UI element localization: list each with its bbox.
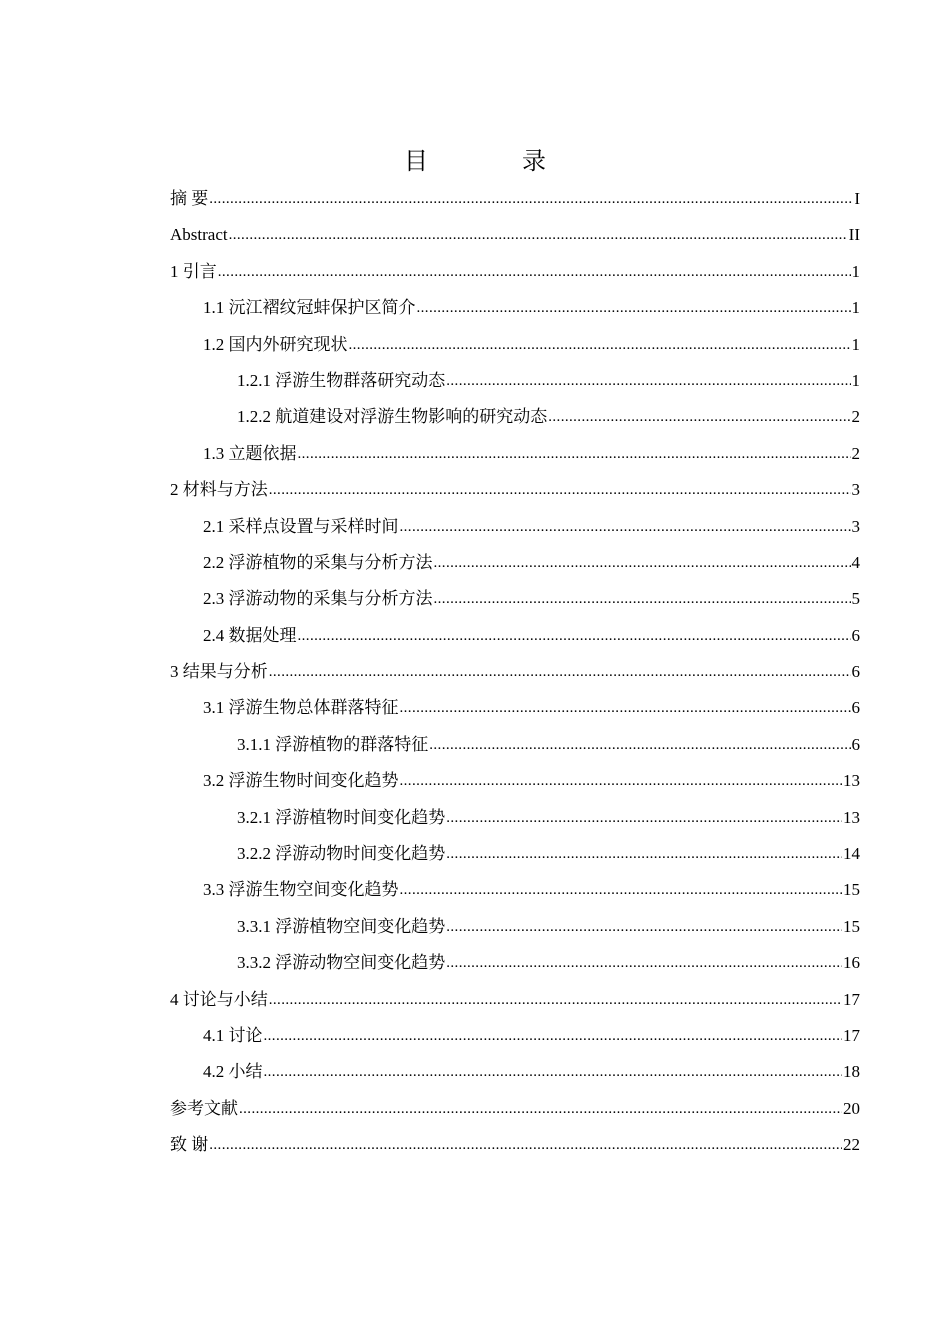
toc-entry[interactable] — [170, 586, 860, 622]
toc-entry-page-number: 13 — [843, 807, 860, 827]
toc-entry[interactable] — [170, 659, 860, 695]
toc-entry[interactable] — [170, 623, 860, 659]
toc-entry[interactable] — [170, 1023, 860, 1059]
dot-leader — [298, 440, 851, 467]
toc-entry[interactable] — [170, 1059, 860, 1095]
toc-entry-title: 2 材料与方法 — [170, 480, 268, 500]
toc-entry[interactable] — [170, 186, 860, 222]
toc-entry-title: 2.1 采样点设置与采样时间 — [203, 516, 399, 536]
toc-entry-title: 3.3.2 浮游动物空间变化趋势 — [237, 953, 446, 973]
toc-entry[interactable] — [170, 914, 860, 950]
toc-entry-page-number: 1 — [851, 334, 860, 354]
toc-entry[interactable] — [170, 950, 860, 986]
toc-entry[interactable] — [170, 404, 860, 440]
toc-entry-page-number: 1 — [851, 370, 860, 390]
toc-entry[interactable] — [170, 259, 860, 295]
toc-entry[interactable] — [170, 877, 860, 913]
toc-entry[interactable] — [170, 368, 860, 404]
toc-entry-page-number: 2 — [851, 407, 860, 427]
toc-entry-title: 1.2 国内外研究现状 — [203, 334, 348, 354]
toc-entry-title: 1.2.2 航道建设对浮游生物影响的研究动态 — [237, 407, 548, 427]
toc-entry-page-number: 3 — [851, 480, 860, 500]
toc-entry-page-number: 6 — [851, 625, 860, 645]
toc-entry-title: 3.2.1 浮游植物时间变化趋势 — [237, 807, 446, 827]
dot-leader — [400, 767, 843, 794]
toc-entry-page-number: 6 — [851, 698, 860, 718]
table-of-contents — [170, 186, 860, 1169]
dot-leader — [209, 1131, 842, 1158]
toc-entry-page-number: 6 — [851, 662, 860, 682]
dot-leader — [417, 294, 851, 321]
dot-leader — [400, 876, 843, 903]
toc-entry-title: 3 结果与分析 — [170, 662, 268, 682]
toc-entry-page-number: 4 — [851, 552, 860, 572]
toc-entry-page-number: 15 — [843, 880, 860, 900]
dot-leader — [239, 1095, 842, 1122]
page-title: 目 录 — [404, 149, 590, 175]
toc-entry-title: 2.4 数据处理 — [203, 625, 297, 645]
dot-leader — [446, 840, 842, 867]
dot-leader — [548, 403, 850, 430]
toc-entry[interactable] — [170, 987, 860, 1023]
toc-entry[interactable] — [170, 514, 860, 550]
toc-entry[interactable] — [170, 477, 860, 513]
toc-entry[interactable] — [170, 841, 860, 877]
toc-entry-title: 1.1 沅江褶纹冠蚌保护区简介 — [203, 298, 416, 318]
toc-entry[interactable] — [170, 768, 860, 804]
toc-entry-page-number: II — [848, 225, 860, 245]
toc-entry-title: 3.1 浮游生物总体群落特征 — [203, 698, 399, 718]
toc-entry-title: 3.3 浮游生物空间变化趋势 — [203, 880, 399, 900]
toc-entry-page-number: 13 — [843, 771, 860, 791]
toc-entry-page-number: 2 — [851, 443, 860, 463]
toc-entry-title: 3.2 浮游生物时间变化趋势 — [203, 771, 399, 791]
toc-entry-title: 4.2 小结 — [203, 1062, 263, 1082]
toc-entry-title: 2.2 浮游植物的采集与分析方法 — [203, 552, 433, 572]
toc-entry-title: 2.3 浮游动物的采集与分析方法 — [203, 589, 433, 609]
toc-entry[interactable] — [170, 805, 860, 841]
toc-entry[interactable] — [170, 695, 860, 731]
dot-leader — [446, 949, 842, 976]
toc-entry-page-number: 5 — [851, 589, 860, 609]
toc-entry-title: 4 讨论与小结 — [170, 989, 268, 1009]
toc-entry-title: 1.3 立题依据 — [203, 443, 297, 463]
dot-leader — [269, 986, 842, 1013]
dot-leader — [264, 1022, 843, 1049]
toc-entry-title: 1.2.1 浮游生物群落研究动态 — [237, 370, 446, 390]
dot-leader — [434, 585, 851, 612]
toc-entry-page-number: 15 — [843, 916, 860, 936]
toc-entry[interactable] — [170, 332, 860, 368]
dot-leader — [349, 331, 851, 358]
toc-entry[interactable] — [170, 1132, 860, 1168]
dot-leader — [229, 221, 848, 248]
toc-entry-page-number: 18 — [843, 1062, 860, 1082]
dot-leader — [269, 658, 851, 685]
dot-leader — [209, 185, 853, 212]
toc-entry-title: 致 谢 — [170, 1135, 209, 1155]
toc-entry[interactable] — [170, 295, 860, 331]
toc-entry-page-number: 1 — [851, 261, 860, 281]
dot-leader — [400, 694, 851, 721]
toc-entry-page-number: 14 — [843, 844, 860, 864]
toc-entry-page-number: 3 — [851, 516, 860, 536]
toc-entry-title: 参考文献 — [170, 1098, 238, 1118]
toc-entry-title: 4.1 讨论 — [203, 1025, 263, 1045]
dot-leader — [446, 913, 842, 940]
toc-entry[interactable] — [170, 222, 860, 258]
dot-leader — [264, 1058, 843, 1085]
toc-entry-title: 摘 要 — [170, 189, 209, 208]
dot-leader — [429, 731, 850, 758]
toc-entry[interactable] — [170, 732, 860, 768]
toc-entry[interactable] — [170, 1096, 860, 1132]
toc-entry-page-number: 6 — [851, 734, 860, 754]
toc-entry-page-number: 16 — [843, 953, 860, 973]
toc-entry-title: 3.3.1 浮游植物空间变化趋势 — [237, 916, 446, 936]
toc-entry-title: 1 引言 — [170, 261, 217, 281]
dot-leader — [298, 622, 851, 649]
dot-leader — [446, 804, 842, 831]
dot-leader — [446, 367, 850, 394]
toc-entry-page-number: 17 — [843, 989, 860, 1009]
dot-leader — [269, 476, 851, 503]
dot-leader — [400, 513, 851, 540]
toc-entry[interactable] — [170, 441, 860, 477]
toc-entry-page-number: 1 — [851, 298, 860, 318]
toc-entry-page-number: 20 — [843, 1098, 860, 1118]
toc-entry-title: 3.2.2 浮游动物时间变化趋势 — [237, 844, 446, 864]
toc-entry-page-number: I — [854, 189, 860, 208]
dot-leader — [218, 258, 851, 285]
toc-entry-page-number: 22 — [843, 1135, 860, 1155]
toc-entry[interactable] — [170, 550, 860, 586]
toc-entry-title: Abstract — [170, 225, 228, 245]
dot-leader — [434, 549, 851, 576]
toc-entry-page-number: 17 — [843, 1025, 860, 1045]
toc-entry-title: 3.1.1 浮游植物的群落特征 — [237, 734, 429, 754]
